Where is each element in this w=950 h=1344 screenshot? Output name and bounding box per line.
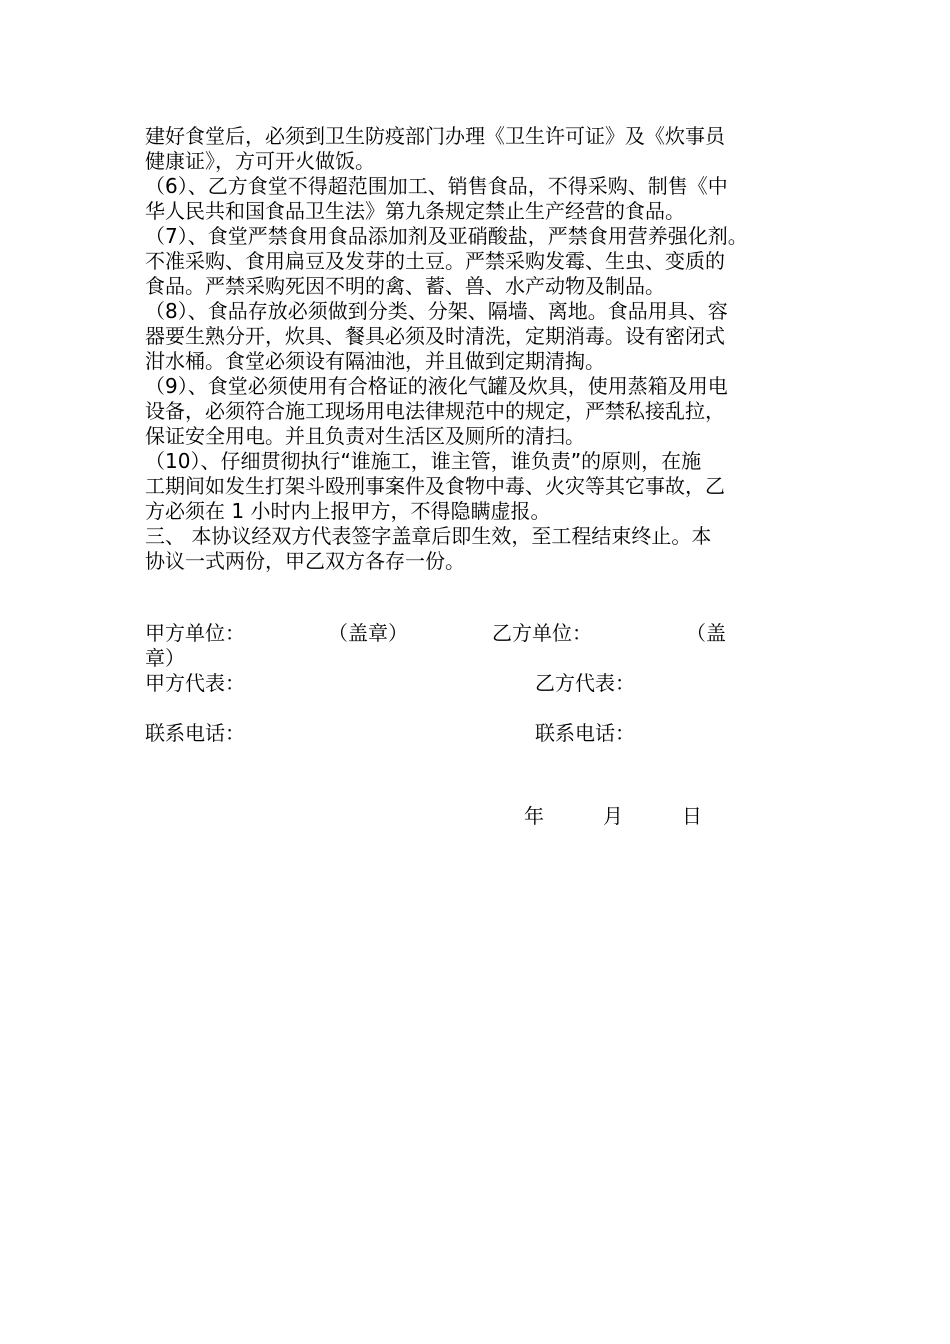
body-line: 设备，必须符合施工现场用电法律规范中的规定，严禁私接乱拉， xyxy=(145,399,725,423)
party-b-seal-label-continued: 章） xyxy=(145,646,185,670)
body-line: 协议一式两份，甲乙双方各存一份。 xyxy=(145,549,465,573)
body-line: 食品。严禁采购死因不明的禽、蓄、兽、水产动物及制品。 xyxy=(145,274,665,298)
body-line: （9）、食堂必须使用有合格证的液化气罐及炊具，使用蒸箱及用电 xyxy=(145,374,728,398)
party-a-phone-label: 联系电话： xyxy=(145,721,245,745)
body-line: 泔水桶。食堂必须设有隔油池，并且做到定期清掏。 xyxy=(145,349,605,373)
body-line: 华人民共和国食品卫生法》第九条规定禁止生产经营的食品。 xyxy=(145,199,685,223)
party-b-unit-label: 乙方单位： xyxy=(492,621,592,645)
body-line: （8）、食品存放必须做到分类、分架、隔墙、离地。食品用具、容 xyxy=(145,299,728,323)
date-day-label: 日 xyxy=(682,804,702,828)
party-a-seal-label: （盖章） xyxy=(328,621,408,645)
body-line: 健康证》，方可开火做饭。 xyxy=(145,149,375,173)
party-b-representative-label: 乙方代表： xyxy=(535,671,635,695)
body-line: 建好食堂后，必须到卫生防疫部门办理《卫生许可证》及《炊事员 xyxy=(145,124,725,148)
body-line: 器要生熟分开，炊具、餐具必须及时清洗，定期消毒。设有密闭式 xyxy=(145,324,725,348)
body-line: （6）、乙方食堂不得超范围加工、销售食品，不得采购、制售《中 xyxy=(145,174,728,198)
body-line: 保证安全用电。并且负责对生活区及厕所的清扫。 xyxy=(145,424,585,448)
party-a-unit-label: 甲方单位： xyxy=(145,621,245,645)
body-line: 方必须在 1 小时内上报甲方，不得隐瞒虚报。 xyxy=(145,499,551,523)
party-b-seal-label: （盖 xyxy=(686,621,726,645)
body-line: 工期间如发生打架斗殴刑事案件及食物中毒、火灾等其它事故，乙 xyxy=(145,474,725,498)
party-b-phone-label: 联系电话： xyxy=(535,721,635,745)
party-a-representative-label: 甲方代表： xyxy=(145,671,245,695)
date-month-label: 月 xyxy=(603,804,623,828)
body-line: （10）、仔细贯彻执行“谁施工，谁主管，谁负责”的原则，在施 xyxy=(145,449,702,473)
body-line: （7）、食堂严禁食用食品添加剂及亚硝酸盐，严禁食用营养强化剂。 xyxy=(145,224,748,248)
date-year-label: 年 xyxy=(524,804,544,828)
body-line: 不准采购、食用扁豆及发芽的土豆。严禁采购发霉、生虫、变质的 xyxy=(145,249,725,273)
body-line: 三、 本协议经双方代表签字盖章后即生效，至工程结束终止。本 xyxy=(145,524,712,548)
agreement-body xyxy=(145,124,825,574)
